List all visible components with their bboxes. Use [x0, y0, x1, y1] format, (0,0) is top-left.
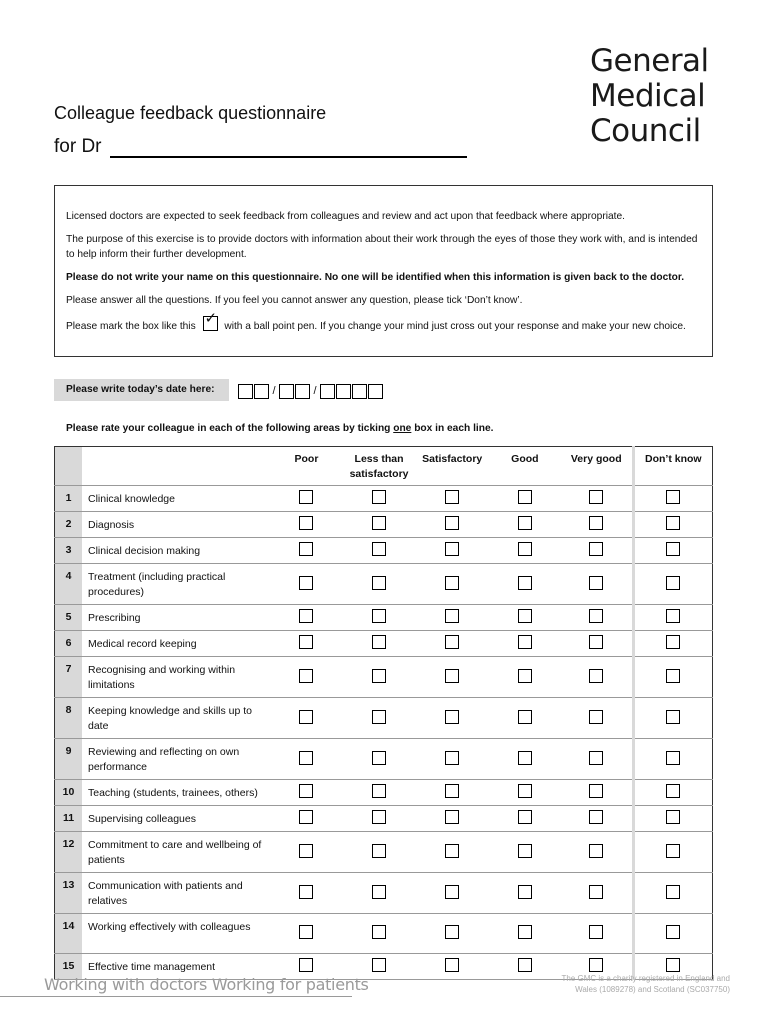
date-entry	[238, 383, 384, 399]
instruction-emphasis: one	[393, 423, 412, 434]
rating-checkbox[interactable]	[518, 958, 532, 972]
row-number: 8	[55, 698, 83, 739]
rating-row	[55, 564, 713, 605]
dont-know-checkbox[interactable]	[666, 784, 680, 798]
rating-cell	[416, 954, 489, 980]
rating-checkbox[interactable]	[518, 844, 532, 858]
rating-checkbox[interactable]	[589, 669, 603, 683]
rating-row	[55, 698, 713, 739]
header-good: Good	[489, 447, 561, 486]
rating-cell	[343, 698, 416, 739]
rating-checkbox[interactable]	[518, 810, 532, 824]
dont-know-checkbox[interactable]	[666, 669, 680, 683]
rating-checkbox[interactable]	[589, 710, 603, 724]
header-dont-know: Don’t know	[633, 447, 712, 486]
dont-know-cell	[633, 832, 712, 873]
instruction-text: Please rate your colleague in each of the following areas by ticking	[66, 423, 394, 434]
rating-cell	[343, 512, 416, 538]
rating-checkbox[interactable]	[518, 576, 532, 590]
rating-cell	[416, 631, 489, 657]
rating-cell	[561, 657, 633, 698]
rating-checkbox[interactable]	[445, 516, 459, 530]
dont-know-checkbox[interactable]	[666, 810, 680, 824]
rating-checkbox[interactable]	[299, 490, 313, 504]
rating-checkbox[interactable]	[589, 516, 603, 530]
rating-cell	[489, 806, 561, 832]
rating-cell	[343, 806, 416, 832]
rating-checkbox[interactable]	[299, 925, 313, 939]
rating-row	[55, 873, 713, 914]
rating-cell	[343, 538, 416, 564]
rating-checkbox[interactable]	[372, 958, 386, 972]
rating-cell	[561, 698, 633, 739]
rating-checkbox[interactable]	[589, 635, 603, 649]
rating-cell	[489, 631, 561, 657]
row-number: 15	[55, 954, 83, 980]
rating-checkbox[interactable]	[445, 669, 459, 683]
rating-checkbox[interactable]	[445, 542, 459, 556]
dont-know-checkbox[interactable]	[666, 542, 680, 556]
intro-marking-instruction	[66, 316, 701, 334]
rating-cell	[270, 873, 342, 914]
rating-header-row	[55, 447, 713, 486]
rating-cell	[270, 564, 342, 605]
rating-cell	[270, 631, 342, 657]
rating-cell	[343, 486, 416, 512]
for-dr-label: for Dr	[54, 136, 102, 157]
rating-checkbox[interactable]	[445, 635, 459, 649]
dont-know-cell	[633, 780, 712, 806]
rating-checkbox[interactable]	[518, 885, 532, 899]
dont-know-cell	[633, 538, 712, 564]
rating-row	[55, 806, 713, 832]
rating-cell	[489, 486, 561, 512]
row-label: Working effectively with colleagues	[82, 914, 270, 954]
intro-paragraph: The purpose of this exercise is to provide doctors with information about their work through the eyes of those they work with, and is intended to help inform their further development.	[66, 234, 698, 260]
date-month-box[interactable]	[279, 384, 294, 399]
rating-cell	[270, 605, 342, 631]
date-year-box[interactable]	[336, 384, 351, 399]
footer-divider	[0, 996, 352, 997]
row-number: 1	[55, 486, 83, 512]
row-label: Teaching (students, trainees, others)	[82, 780, 270, 806]
row-label: Clinical knowledge	[82, 486, 270, 512]
row-label: Supervising colleagues	[82, 806, 270, 832]
rating-cell	[489, 605, 561, 631]
rating-checkbox[interactable]	[589, 925, 603, 939]
rating-cell	[561, 486, 633, 512]
rating-checkbox[interactable]	[589, 958, 603, 972]
rating-checkbox[interactable]	[589, 810, 603, 824]
rating-checkbox[interactable]	[518, 669, 532, 683]
rating-checkbox[interactable]	[518, 516, 532, 530]
row-number: 13	[55, 873, 83, 914]
rating-cell	[270, 832, 342, 873]
row-label: Effective time management	[82, 954, 270, 980]
row-number: 3	[55, 538, 83, 564]
dont-know-cell	[633, 486, 712, 512]
instruction-text: box in each line.	[411, 423, 494, 434]
rating-cell	[343, 631, 416, 657]
rating-checkbox[interactable]	[299, 784, 313, 798]
rating-checkbox[interactable]	[445, 810, 459, 824]
row-label: Communication with patients and relatives	[82, 873, 270, 914]
rating-checkbox[interactable]	[299, 609, 313, 623]
rating-checkbox[interactable]	[589, 885, 603, 899]
rating-checkbox[interactable]	[299, 810, 313, 824]
date-month-box[interactable]	[295, 384, 310, 399]
charity-notice: The GMC is a charity registered in England and Wales (1089278) and Scotland (SC037750)	[561, 974, 730, 994]
rating-cell	[416, 564, 489, 605]
rating-cell	[489, 873, 561, 914]
logo-line: General	[590, 43, 709, 79]
row-number: 14	[55, 914, 83, 954]
rating-checkbox[interactable]	[372, 609, 386, 623]
rating-checkbox[interactable]	[445, 576, 459, 590]
rating-row	[55, 486, 713, 512]
rating-checkbox[interactable]	[445, 609, 459, 623]
rating-instruction	[66, 423, 493, 434]
rating-row	[55, 538, 713, 564]
date-day-box[interactable]	[254, 384, 269, 399]
dont-know-checkbox[interactable]	[666, 751, 680, 765]
rating-cell	[416, 486, 489, 512]
rating-cell	[343, 873, 416, 914]
rating-cell	[489, 780, 561, 806]
rating-checkbox[interactable]	[445, 751, 459, 765]
rating-checkbox[interactable]	[445, 710, 459, 724]
dont-know-cell	[633, 698, 712, 739]
rating-checkbox[interactable]	[445, 958, 459, 972]
row-label: Prescribing	[82, 605, 270, 631]
date-separator: /	[272, 385, 276, 397]
rating-checkbox[interactable]	[372, 542, 386, 556]
rating-cell	[561, 564, 633, 605]
dont-know-cell	[633, 512, 712, 538]
rating-cell	[270, 739, 342, 780]
rating-checkbox[interactable]	[445, 925, 459, 939]
dont-know-checkbox[interactable]	[666, 958, 680, 972]
rating-checkbox[interactable]	[589, 490, 603, 504]
rating-row	[55, 512, 713, 538]
date-year-box[interactable]	[368, 384, 383, 399]
header-satisfactory: Satisfactory	[416, 447, 489, 486]
rating-checkbox[interactable]	[299, 542, 313, 556]
rating-cell	[343, 605, 416, 631]
rating-checkbox[interactable]	[589, 576, 603, 590]
form-title: Colleague feedback questionnaire	[54, 103, 327, 123]
rating-cell	[561, 914, 633, 954]
dont-know-checkbox[interactable]	[666, 710, 680, 724]
intro-text: with a ball point pen. If you change your mind just cross out your response and make your new choice.	[224, 321, 686, 332]
dont-know-checkbox[interactable]	[666, 885, 680, 899]
header-very-good: Very good	[561, 447, 633, 486]
rating-cell	[416, 605, 489, 631]
rating-cell	[270, 657, 342, 698]
dont-know-cell	[633, 605, 712, 631]
dont-know-cell	[633, 914, 712, 954]
intro-paragraph: Please answer all the questions. If you feel you cannot answer any question, please tick ‘Don’t know’.	[66, 295, 523, 306]
rating-checkbox[interactable]	[299, 710, 313, 724]
rating-checkbox[interactable]	[299, 885, 313, 899]
rating-cell	[489, 564, 561, 605]
rating-cell	[343, 914, 416, 954]
rating-checkbox[interactable]	[589, 844, 603, 858]
rating-row	[55, 739, 713, 780]
rating-row	[55, 631, 713, 657]
rating-cell	[416, 739, 489, 780]
rating-checkbox[interactable]	[299, 844, 313, 858]
rating-cell	[561, 538, 633, 564]
rating-cell	[270, 780, 342, 806]
rating-cell	[343, 780, 416, 806]
dont-know-checkbox[interactable]	[666, 844, 680, 858]
date-separator: /	[313, 385, 317, 397]
intro-text: Please mark the box like this	[66, 321, 196, 332]
rating-cell	[416, 780, 489, 806]
rating-cell	[416, 806, 489, 832]
example-tick-icon	[203, 316, 218, 331]
rating-row	[55, 605, 713, 631]
logo-line: Medical	[590, 78, 706, 114]
rating-checkbox[interactable]	[372, 751, 386, 765]
header-poor: Poor	[270, 447, 342, 486]
date-day-box[interactable]	[238, 384, 253, 399]
row-label: Reviewing and reflecting on own performance	[82, 739, 270, 780]
row-number: 11	[55, 806, 83, 832]
date-label: Please write today’s date here:	[54, 379, 229, 401]
gmc-logo	[590, 44, 709, 149]
date-year-box[interactable]	[352, 384, 367, 399]
rating-cell	[489, 698, 561, 739]
footer-tagline: Working with doctors Working for patients	[44, 975, 369, 994]
rating-checkbox[interactable]	[445, 844, 459, 858]
row-number: 6	[55, 631, 83, 657]
rating-cell	[343, 564, 416, 605]
rating-row	[55, 832, 713, 873]
rating-cell	[561, 832, 633, 873]
rating-cell	[561, 806, 633, 832]
rating-row	[55, 657, 713, 698]
rating-checkbox[interactable]	[299, 958, 313, 972]
dont-know-checkbox[interactable]	[666, 516, 680, 530]
rating-cell	[561, 780, 633, 806]
row-label: Treatment (including practical procedures)	[82, 564, 270, 605]
rating-checkbox[interactable]	[372, 516, 386, 530]
row-label: Clinical decision making	[82, 538, 270, 564]
rating-cell	[270, 512, 342, 538]
row-number: 10	[55, 780, 83, 806]
rating-checkbox[interactable]	[445, 490, 459, 504]
rating-checkbox[interactable]	[518, 609, 532, 623]
rating-table	[54, 446, 713, 980]
rating-cell	[489, 954, 561, 980]
rating-checkbox[interactable]	[299, 516, 313, 530]
rating-checkbox[interactable]	[589, 609, 603, 623]
rating-checkbox[interactable]	[445, 885, 459, 899]
rating-cell	[561, 512, 633, 538]
rating-checkbox[interactable]	[372, 576, 386, 590]
row-label: Keeping knowledge and skills up to date	[82, 698, 270, 739]
rating-checkbox[interactable]	[372, 490, 386, 504]
dont-know-checkbox[interactable]	[666, 635, 680, 649]
rating-cell	[416, 512, 489, 538]
rating-cell	[561, 873, 633, 914]
dont-know-cell	[633, 631, 712, 657]
row-number: 2	[55, 512, 83, 538]
rating-checkbox[interactable]	[589, 751, 603, 765]
rating-checkbox[interactable]	[372, 925, 386, 939]
rating-cell	[561, 605, 633, 631]
rating-cell	[416, 698, 489, 739]
rating-checkbox[interactable]	[518, 490, 532, 504]
intro-anonymity-notice: Please do not write your name on this questionnaire. No one will be identified when this information is given back to the doctor.	[66, 272, 685, 283]
rating-checkbox[interactable]	[299, 635, 313, 649]
rating-checkbox[interactable]	[299, 669, 313, 683]
logo-line: Council	[590, 113, 701, 149]
rating-body	[55, 486, 713, 980]
row-number: 12	[55, 832, 83, 873]
rating-checkbox[interactable]	[518, 925, 532, 939]
rating-cell	[489, 914, 561, 954]
rating-cell	[561, 631, 633, 657]
dont-know-checkbox[interactable]	[666, 490, 680, 504]
row-label: Recognising and working within limitations	[82, 657, 270, 698]
header-less-than-satisfactory: Less than satisfactory	[343, 447, 416, 486]
intro-paragraph: Licensed doctors are expected to seek feedback from colleagues and review and act upon that feedback where appropriate.	[66, 211, 625, 222]
dont-know-cell	[633, 657, 712, 698]
rating-cell	[343, 657, 416, 698]
row-label: Commitment to care and wellbeing of patients	[82, 832, 270, 873]
rating-checkbox[interactable]	[518, 542, 532, 556]
row-label: Diagnosis	[82, 512, 270, 538]
header-label-cell	[82, 447, 270, 486]
dont-know-cell	[633, 564, 712, 605]
dont-know-cell	[633, 739, 712, 780]
rating-checkbox[interactable]	[372, 710, 386, 724]
rating-cell	[416, 657, 489, 698]
rating-cell	[270, 698, 342, 739]
rating-checkbox[interactable]	[299, 751, 313, 765]
row-number: 9	[55, 739, 83, 780]
rating-checkbox[interactable]	[518, 784, 532, 798]
rating-checkbox[interactable]	[372, 669, 386, 683]
rating-cell	[489, 739, 561, 780]
intro-box	[54, 185, 713, 357]
rating-checkbox[interactable]	[372, 784, 386, 798]
row-label: Medical record keeping	[82, 631, 270, 657]
rating-checkbox[interactable]	[299, 576, 313, 590]
rating-checkbox[interactable]	[589, 542, 603, 556]
rating-checkbox[interactable]	[372, 635, 386, 649]
rating-checkbox[interactable]	[372, 885, 386, 899]
rating-checkbox[interactable]	[589, 784, 603, 798]
rating-cell	[343, 739, 416, 780]
row-number: 7	[55, 657, 83, 698]
rating-row	[55, 914, 713, 954]
rating-cell	[270, 914, 342, 954]
rating-cell	[489, 512, 561, 538]
rating-cell	[416, 914, 489, 954]
rating-row	[55, 780, 713, 806]
rating-cell	[270, 486, 342, 512]
rating-cell	[489, 657, 561, 698]
rating-cell	[270, 538, 342, 564]
rating-cell	[561, 739, 633, 780]
rating-checkbox[interactable]	[518, 635, 532, 649]
header-num-cell	[55, 447, 83, 486]
dont-know-checkbox[interactable]	[666, 925, 680, 939]
rating-cell	[489, 538, 561, 564]
rating-checkbox[interactable]	[372, 810, 386, 824]
dont-know-cell	[633, 873, 712, 914]
rating-cell	[343, 832, 416, 873]
rating-cell	[270, 806, 342, 832]
rating-checkbox[interactable]	[445, 784, 459, 798]
doctor-name-line[interactable]	[110, 156, 467, 158]
rating-cell	[416, 832, 489, 873]
row-number: 5	[55, 605, 83, 631]
dont-know-checkbox[interactable]	[666, 609, 680, 623]
rating-cell	[416, 538, 489, 564]
rating-checkbox[interactable]	[372, 844, 386, 858]
rating-checkbox[interactable]	[518, 751, 532, 765]
rating-cell	[489, 832, 561, 873]
dont-know-cell	[633, 806, 712, 832]
dont-know-checkbox[interactable]	[666, 576, 680, 590]
row-number: 4	[55, 564, 83, 605]
rating-cell	[416, 873, 489, 914]
rating-checkbox[interactable]	[518, 710, 532, 724]
date-year-box[interactable]	[320, 384, 335, 399]
